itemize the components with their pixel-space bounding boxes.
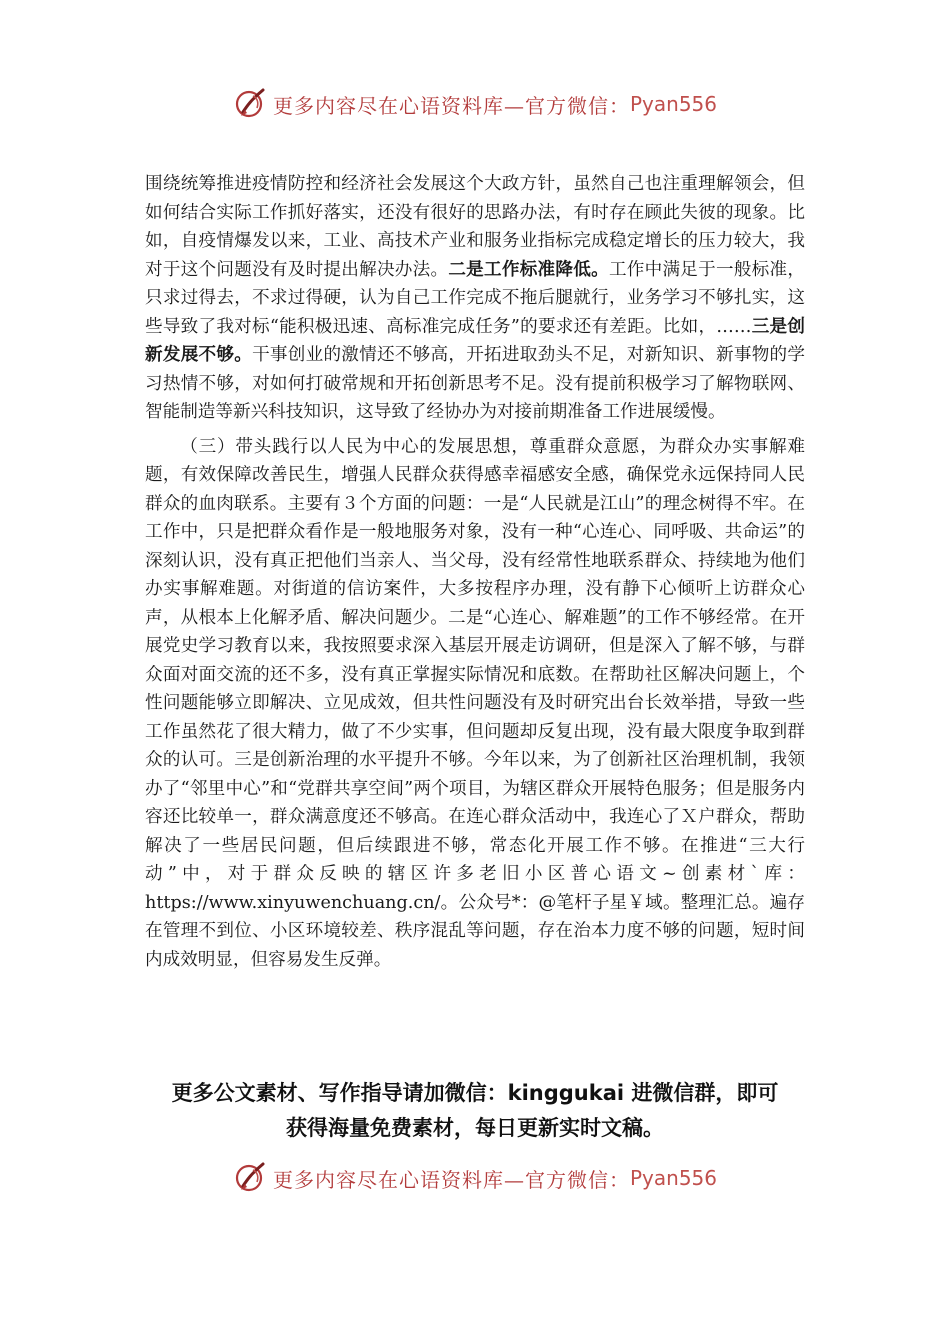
paragraph-1 [145,170,805,427]
paragraph-1-text-a: 围绕统筹推进疫情防控和经济社会发展这个大政方针，虽然自己也注重理解领会，但如何结合实际工作抓好落实，还没有很好的思路办法，有时存在顾此失彼的现象。比如，自疫情爆发以来，工业、高技术产业和服务业指标完成稳定增长的压力较大，我对于这个问题没有及时提出解决办法。 [145,174,805,280]
promo-line-1: 更多公文素材、写作指导请加微信：kinggukai 进微信群，即可 [171,1081,779,1105]
document-body [145,170,805,974]
paragraph-1-bold-a: 二是工作标准降低。 [448,259,609,280]
red-pen-logo-icon [233,86,269,122]
footer-banner [0,1156,950,1200]
banner-wechat-id: Pyan556 [629,92,717,116]
banner-wechat-id: Pyan556 [629,1166,717,1190]
header-banner [0,82,950,126]
paragraph-1-text-b: 工作中满足于一般标准，只求过得去，不求过得硬，认为自己工作完成不拖后腿就行，业务学习不够扎实，这些导致了我对标“能积极迅速、高标准完成任务”的要求还有差距。比如，…… [145,259,805,337]
banner-text: 更多内容尽在心语资料库—官方微信： [272,93,630,118]
banner-text: 更多内容尽在心语资料库—官方微信： [272,1167,630,1192]
paragraph-1-text-c: 干事创业的激情还不够高，开拓进取劲头不足，对新知识、新事物的学习热情不够，对如何打破常规和开拓创新思考不足。没有提前积极学习了解物联网、智能制造等新兴科技知识，这导致了经协办为对接前期准备工作进展缓慢。 [145,345,805,422]
promo-notice [130,1076,820,1146]
promo-line-2: 获得海量免费素材，每日更新实时文稿。 [286,1116,664,1140]
red-pen-logo-icon [233,1160,269,1196]
paragraph-1-bold-b: 三是创新发展不够。 [145,316,805,365]
paragraph-2: （三）带头践行以人民为中心的发展思想，尊重群众意愿，为群众办实事解难题，有效保障改善民生，增强人民群众获得感幸福感安全感，确保党永远保持同人民群众的血肉联系。主要有３个方面的问题：一是“人民就是江山”的理念树得不牢。在工作中，只是把群众看作是一般地服务对象，没有一种“心连心、同呼吸、共命运”的深刻认识，没有真正把他们当亲人、当父母，没有经常性地联系群众、持续地为他们办实事解难题。对街道的信访案件，大多按程序办理，没有静下心倾听上访群众心声，从根本上化解矛盾、解决问题少。二是“心连心、解难题”的工作不够经常。在开展党史学习教育以来，我按照要求深入基层开展走访调研，但是深入了解不够，与群众面对面交流的还不多，没有真正掌握实际情况和底数。在帮助社区解决问题上，个性问题能够立即解决、立见成效，但共性问题没有及时研究出台长效举措，导致一些工作虽然花了很大精力，做了不少实事，但问题却反复出现，没有最大限度争取到群众的认可。三是创新治理的水平提升不够。今年以来，为了创新社区治理机制，我领办了“邻里中心”和“党群共享空间”两个项目，为辖区群众开展特色服务；但是服务内容还比较单一，群众满意度还不够高。在连心群众活动中，我连心了Ｘ户群众，帮助解决了一些居民问题，但后续跟进不够，常态化开展工作不够。在推进“三大行动”中，对于群众反映的辖区许多老旧小区普心语文~创素材`库：https://www.xinyuwenchuang.cn/。公众号*：@笔杆子星￥域。整理汇总。遍存在管理不到位、小区环境较差、秩序混乱等问题，存在治本力度不够的问题，短时间内成效明显，但容易发生反弹。 [145,436,805,970]
